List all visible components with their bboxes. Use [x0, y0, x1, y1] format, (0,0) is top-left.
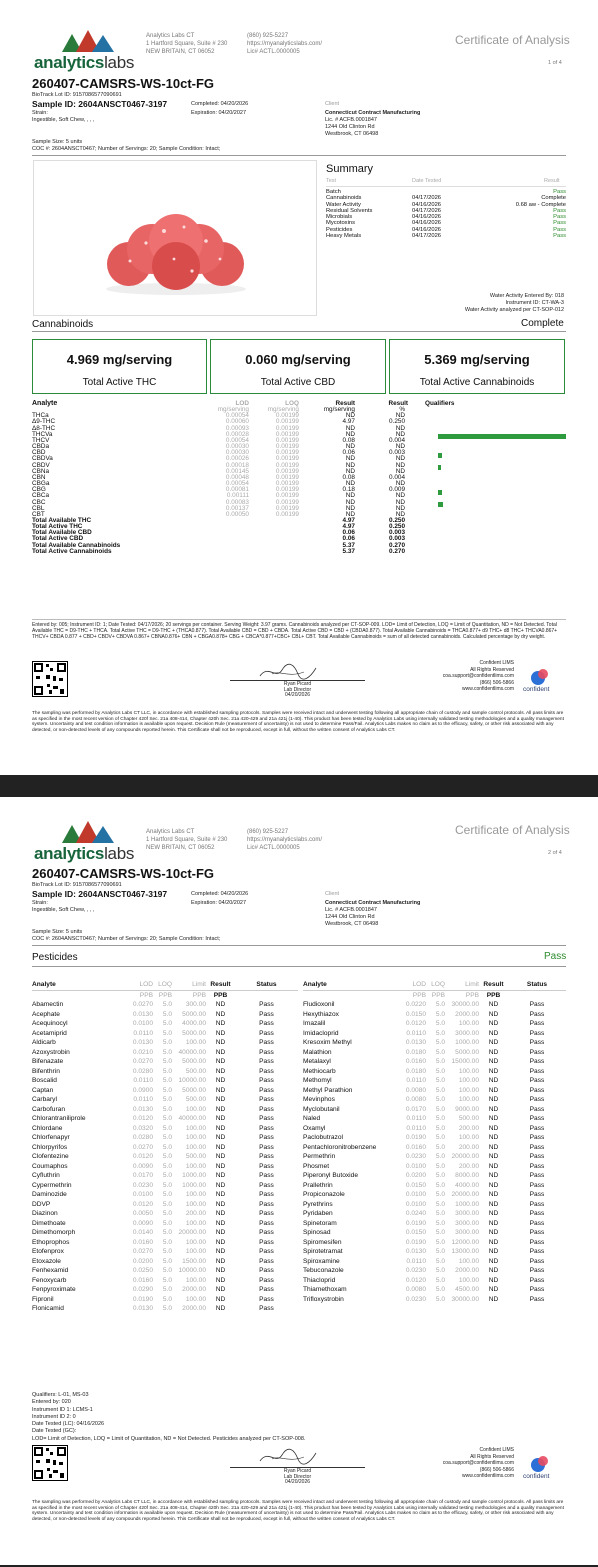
summary-test: Water Activity: [326, 201, 361, 208]
summary-date: 04/16/2026: [412, 220, 442, 227]
pesticide-row: Hexythiazox 0.0150 5.0 2000.00 ND Pass: [303, 1010, 545, 1018]
cannabinoid-row: CBDa 0.00030 0.00199 ND ND: [32, 443, 405, 451]
summary-header-test: Test: [326, 178, 337, 184]
cannabinoid-footnote: Entered by: 005; Instrument ID: 1; Date Tested: 04/17/2026; 20 servings per container. Serving Weight: 3.97 grams. Cannabinoids analyzed per CT-SOP-009. LOD= Limit of Detection, LOQ = Limit of Quantitation, ND = Not Detected. Total Available THC = D9-THC + THCA. Total Active THC = D9-THC + (THCA0.877). Total Available CBD = CBD + CBDA. Total Active CBD = CBD + (CBDA0.877). Total Available Cannabinoids = THCA0.877+ d9 THC+ d8 THC+ THCVA0.867+ THCV+ CBDA 0.877 + CBD+ CBDV+ CBDVA 0.867+ CBNA0.876+ CBN + CBGA0.878+ CBG + CBCA*0.877+CBC+ CBL+ CBT. Total Available Cannabinoids = sum of all detected cannabinoids. Calculated percentage by dry weight.: [32, 622, 558, 640]
pesticide-row: Kresoxim Methyl 0.0130 5.0 1000.00 ND Pass: [303, 1039, 545, 1046]
page-number: 1 of 4: [548, 60, 562, 66]
pesticide-row: Cypermethrin 0.0230 5.0 1000.00 ND Pass: [32, 1181, 274, 1189]
client-address-1: 1244 Old Clinton Rd: [325, 914, 375, 920]
summary-date: 04/17/2026: [412, 233, 442, 240]
cannabinoid-bars: [438, 428, 566, 538]
pesticide-row: Abamectin 0.0270 5.0 300.00 ND Pass: [32, 1001, 274, 1008]
pesticide-row: Cyfluthrin 0.0170 5.0 1000.00 ND Pass: [32, 1172, 274, 1179]
qr-code-icon[interactable]: [32, 1445, 68, 1481]
pesticide-row: Oxamyl 0.0110 5.0 200.00 ND Pass: [303, 1124, 545, 1132]
pesticide-row: Fenoxycarb 0.0160 5.0 100.00 ND Pass: [32, 1276, 274, 1284]
cannabinoid-row: CBDVa 0.00026 0.00199 ND ND: [32, 455, 405, 463]
cannabinoid-row: CBCa 0.00111 0.00199 ND ND: [32, 492, 405, 500]
confident-logo-icon: [530, 1454, 550, 1474]
summary-result: Complete: [541, 195, 566, 202]
cannabinoid-total-row: Total Active THC 4.97 0.250: [32, 523, 405, 531]
confident-logo-text: confident: [523, 1473, 550, 1480]
cannabinoid-bar: [438, 453, 442, 458]
cannabinoid-total-row: Total Active CBD 0.06 0.003: [32, 535, 405, 543]
pesticide-table-left: Analyte LOD LOQ Limit Result Status PPB PPB PPB PPB Abamectin 0.0270 5.0 300.00 ND Pass Acephate 0.0130 5.0 5000.00 ND Pass Acequinocyl 0.0100 5.0 4000.00 ND Pass Acetamiprid 0.0110 5.0 5000.00 ND Pass Aldicarb 0.0130 5.0 100.00 ND Pass Azoxystrobin 0.0210 5.0 40000.00 ND Pass Bifenazate 0.0270 5.0 5000.00 ND Pass Bifenthrin 0.0280 5.0 500.00 ND Pass Boscalid 0.0110 5.0 10000.00 ND Pass Captan 0.0900 5.0 5000.00 ND Pass Carbaryl 0.0110 5.0 500.00 ND Pass Carbofuran 0.0130 5.0 100.00 ND Pass Chlorantraniliprole 0.0120 5.0 40000.00 ND Pass Chlordane 0.0320 5.0 100.00 ND Pass Chlorfenapyr 0.0280 5.0 100.00 ND Pass Chlorpyrifos 0.0270 5.0 100.00 ND Pass Clofentezine 0.0120 5.0 500.00 ND Pass Coumaphos 0.0090 5.0 100.00 ND Pass Cyfluthrin 0.0170 5.0 1000.00 ND Pass Cypermethrin 0.0230 5.0 1000.00 ND Pass Daminozide 0.0100 5.0 100.00 ND Pass DDVP 0.0120 5.0 100.00 ND Pass Diazinon 0.0050 5.0 200.00 ND Pass Dimethoate 0.0090 5.0 100.00 ND Pass Dimethomorph 0.0140 5.0 20000.00 ND Pass Ethoprophos 0.0160 5.0 100.00 ND Pass Etofenprox 0.0270 5.0 100.00 ND Pass Etoxazole 0.0200 5.0 1500.00 ND Pass Fenhexamid 0.0250 5.0 10000.00 ND Pass Fenoxycarb 0.0160 5.0 100.00 ND Pass Fenpyroximate 0.0290 5.0 2000.00 ND Pass Fipronil 0.0190 5.0 100.00 ND Pass Flonicamid 0.0130 5.0 2000.00 ND Pass: [32, 980, 298, 1314]
page-2: [0, 797, 598, 1567]
summary-result: Pass: [553, 220, 566, 227]
biotrack-id: BioTrack Lot ID: 9157086577090691: [32, 92, 122, 98]
client-label: Client: [325, 891, 340, 897]
sample-size: Sample Size: 5 units: [32, 929, 83, 935]
disclaimer: The sampling was performed by Analytics Labs CT LLC, in accordance with established sampling protocols. Samples were received intact and underwent testing following all appropriate chain of custody and sample control protocols. All pass limits are as specified in the most recent version of Chapter 420f Sec. 21a 408-414, Chapter 420h Sec. 21a 420-429 and 21a 421j (1-40). This product has been tested by Analytics Labs using internally validated testing methodologies and a quality management system. Uncertainty and test condition information is available upon request. Decision Rule (measurement of uncertainty) is not used to determine Pass/Fail. Analytics Labs makes no claim as to the efficacy, safety, or other risk associated with any detected, or non-detected levels of any compounds reported herein. This Certificate shall not be reproduced, except in full, without the written consent of Analytics Labs CT.: [32, 1500, 564, 1522]
pesticide-row: Trifloxystrobin 0.0230 5.0 30000.00 ND Pass: [303, 1295, 545, 1303]
pesticide-row: Boscalid 0.0110 5.0 10000.00 ND Pass: [32, 1077, 274, 1084]
matrix: Ingestible, Soft Chew, , , ,: [32, 117, 95, 123]
cannabinoid-row: CBD 0.00030 0.00199 0.06 0.003: [32, 449, 405, 457]
summary-test: Residual Solvents: [326, 207, 373, 214]
page-number: 2 of 4: [548, 850, 562, 856]
summary-test: Batch: [326, 189, 341, 195]
pesticide-row: Diazinon 0.0050 5.0 200.00 ND Pass: [32, 1210, 274, 1217]
pesticide-row: Malathion 0.0180 5.0 5000.00 ND Pass: [303, 1048, 545, 1056]
strain: Strain:: [32, 110, 48, 116]
logo-text: analyticslabs: [34, 844, 135, 863]
pesticide-note: Instrument ID 2: 0: [32, 1413, 76, 1420]
page-1: [0, 0, 598, 775]
cannabinoid-bar: [438, 502, 443, 507]
client-name: Connecticut Contract Manufacturing: [325, 900, 421, 906]
signer: Ryan Picard Lab Director 04/20/2026: [283, 1468, 312, 1486]
qr-code-icon[interactable]: [32, 661, 68, 697]
pesticide-row: Methyl Parathion 0.0080 5.0 100.00 ND Pass: [303, 1086, 545, 1094]
completed-date: Completed: 04/20/2026: [191, 101, 249, 107]
pesticide-row: Spinetoram 0.0190 5.0 3000.00 ND Pass: [303, 1219, 545, 1227]
lab-address: Analytics Labs CT 1 Hartford Square, Suite # 230 NEW BRITAIN, CT 06052: [146, 829, 228, 851]
pesticide-table-right: Analyte LOD LOQ Limit Result Status PPB PPB PPB PPB Fludioxonil 0.0220 5.0 30000.00 ND Pass Hexythiazox 0.0150 5.0 2000.00 ND Pass Imazalil 0.0120 5.0 100.00 ND Pass Imidacloprid 0.0110 5.0 3000.00 ND Pass Kresoxim Methyl 0.0130 5.0 1000.00 ND Pass Malathion 0.0180 5.0 5000.00 ND Pass Metalaxyl 0.0160 5.0 15000.00 ND Pass Methiocarb 0.0180 5.0 100.00 ND Pass Methomyl 0.0110 5.0 100.00 ND Pass Methyl Parathion 0.0080 5.0 100.00 ND Pass Mevinphos 0.0080 5.0 100.00 ND Pass Myclobutanil 0.0170 5.0 9000.00 ND Pass Naled 0.0110 5.0 500.00 ND Pass Oxamyl 0.0110 5.0 200.00 ND Pass Paclobutrazol 0.0190 5.0 100.00 ND Pass Pentachloronitrobenzene 0.0160 5.0 200.00 ND Pass Permethrin 0.0230 5.0 20000.00 ND Pass Phosmet 0.0100 5.0 200.00 ND Pass Piperonyl Butoxide 0.0200 5.0 8000.00 ND Pass Prallethrin 0.0150 5.0 4000.00 ND Pass Propiconazole 0.0100 5.0 20000.00 ND Pass Pyrethrins 0.0100 5.0 1000.00 ND Pass Pyridaben 0.0240 5.0 3000.00 ND Pass Spinetoram 0.0190 5.0 3000.00 ND Pass Spinosad 0.0150 5.0 3000.00 ND Pass Spiromesifen 0.0190 5.0 12000.00 ND Pass Spirotetramat 0.0130 5.0 13000.00 ND Pass Spiroxamine 0.0110 5.0 100.00 ND Pass Tebuconazole 0.0230 5.0 2000.00 ND Pass Thiacloprid 0.0120 5.0 100.00 ND Pass Thiamethoxam 0.0080 5.0 4500.00 ND Pass Trifloxystrobin 0.0230 5.0 30000.00 ND Pass: [303, 980, 566, 1304]
pesticide-row: Daminozide 0.0100 5.0 100.00 ND Pass: [32, 1191, 274, 1198]
summary-date: 04/17/2026: [412, 195, 442, 202]
logo-mountains-icon: [62, 821, 114, 843]
pesticide-row: Etofenprox 0.0270 5.0 100.00 ND Pass: [32, 1248, 274, 1255]
pesticide-row: Etoxazole 0.0200 5.0 1500.00 ND Pass: [32, 1257, 274, 1265]
sample-size: Sample Size: 5 units: [32, 139, 83, 145]
cannabinoid-row: CBC 0.00083 0.00199 ND ND: [32, 498, 405, 506]
summary-test: Heavy Metals: [326, 233, 362, 240]
signature-icon: [258, 1447, 318, 1467]
cannabinoid-bar: [438, 490, 442, 495]
pesticide-row: Fludioxonil 0.0220 5.0 30000.00 ND Pass: [303, 1001, 545, 1008]
pesticide-row: Azoxystrobin 0.0210 5.0 40000.00 ND Pass: [32, 1048, 274, 1056]
sample-id: Sample ID: 2604ANSCT0467-3197: [32, 889, 168, 899]
pesticide-row: Prallethrin 0.0150 5.0 4000.00 ND Pass: [303, 1181, 545, 1189]
pesticide-row: Coumaphos 0.0090 5.0 100.00 ND Pass: [32, 1162, 274, 1170]
lab-contact: (860) 925-5227 https://myanalyticslabs.com/ Lic# ACTL.0000005: [247, 829, 323, 851]
pesticide-row: DDVP 0.0120 5.0 100.00 ND Pass: [32, 1200, 274, 1208]
signature-icon: [258, 662, 318, 682]
pesticide-row: Permethrin 0.0230 5.0 20000.00 ND Pass: [303, 1153, 545, 1160]
lab-address: Analytics Labs CT 1 Hartford Square, Suite # 230 NEW BRITAIN, CT 06052: [146, 33, 228, 55]
summary-result: Pass: [553, 207, 566, 214]
pesticide-row: Tebuconazole 0.0230 5.0 2000.00 ND Pass: [303, 1267, 545, 1274]
pesticide-row: Spiroxamine 0.0110 5.0 100.00 ND Pass: [303, 1257, 545, 1265]
client-license: Lic. # ACFB.0001847: [325, 907, 377, 913]
pesticide-row: Bifenthrin 0.0280 5.0 500.00 ND Pass: [32, 1067, 274, 1075]
pesticide-row: Ethoprophos 0.0160 5.0 100.00 ND Pass: [32, 1238, 274, 1246]
pesticide-row: Chlordane 0.0320 5.0 100.00 ND Pass: [32, 1124, 274, 1132]
summary-row: [326, 233, 566, 239]
summary-date: 04/16/2026: [412, 226, 442, 233]
pesticide-row: Bifenazate 0.0270 5.0 5000.00 ND Pass: [32, 1058, 274, 1065]
summary-header-date: Date Tested: [412, 178, 442, 184]
cannabinoid-total-row: Total Available THC 4.97 0.250: [32, 516, 405, 524]
pesticide-row: Imazalil 0.0120 5.0 100.00 ND Pass: [303, 1020, 545, 1027]
pesticide-row: Chlorfenapyr 0.0280 5.0 100.00 ND Pass: [32, 1134, 274, 1141]
pesticide-row: Naled 0.0110 5.0 500.00 ND Pass: [303, 1115, 545, 1122]
pesticide-row: Pentachloronitrobenzene 0.0160 5.0 200.00 ND Pass: [303, 1143, 545, 1151]
summary-date: 04/16/2026: [412, 214, 442, 221]
pesticide-row: Myclobutanil 0.0170 5.0 9000.00 ND Pass: [303, 1105, 545, 1113]
cannabinoid-bar: [438, 465, 441, 470]
logo-text: analyticslabs: [34, 53, 135, 72]
cannabinoid-row: Δ8-THC 0.00093 0.00199 ND ND: [32, 424, 405, 432]
pesticide-note: Date Tested (LC): 04/16/2026: [32, 1421, 105, 1428]
confident-logo-icon: [530, 667, 550, 687]
summary-test: Microbials: [326, 214, 353, 221]
pesticide-row: Paclobutrazol 0.0190 5.0 100.00 ND Pass: [303, 1134, 545, 1141]
coc: COC #: 2604ANSCT0467; Number of Servings: 20; Sample Condition: Intact;: [32, 936, 221, 942]
pesticide-row: Phosmet 0.0100 5.0 200.00 ND Pass: [303, 1162, 545, 1170]
cannabinoid-row: CBT 0.00050 0.00199 ND ND: [32, 510, 405, 518]
confident-logo-text: confident: [523, 686, 550, 693]
logo-mountains-icon: [62, 30, 114, 52]
total-cannabinoids-box: 5.369 mg/serving Total Active Cannabinoids: [389, 339, 565, 394]
pesticide-row: Acephate 0.0130 5.0 5000.00 ND Pass: [32, 1010, 274, 1018]
pesticide-row: Chlorpyrifos 0.0270 5.0 100.00 ND Pass: [32, 1143, 274, 1151]
cannabinoids-status: Complete: [521, 318, 564, 329]
pesticide-row: Acetamiprid 0.0110 5.0 5000.00 ND Pass: [32, 1029, 274, 1037]
pesticide-note: Qualifiers: L-01, MS-03: [32, 1392, 89, 1398]
pesticide-row: Mevinphos 0.0080 5.0 100.00 ND Pass: [303, 1096, 545, 1103]
cannabinoid-row: THCVa 0.00028 0.00199 ND ND: [32, 430, 405, 438]
summary-test: Cannabinoids: [326, 195, 362, 202]
doc-title: Certificate of Analysis: [455, 33, 570, 47]
expiration-date: Expiration: 04/20/2027: [191, 900, 247, 906]
pesticide-row: Aldicarb 0.0130 5.0 100.00 ND Pass: [32, 1039, 274, 1046]
pesticide-note: Instrument ID 1: LCMS-1: [32, 1406, 93, 1413]
lab-contact: (860) 925-5227 https://myanalyticslabs.com/ Lic# ACTL.0000005: [247, 33, 323, 55]
strain: Strain:: [32, 900, 48, 906]
cannabinoid-total-row: Total Available CBD 0.06 0.003: [32, 529, 405, 537]
product-photo: [33, 160, 317, 316]
pesticide-note: Entered by: 020: [32, 1399, 71, 1406]
cannabinoid-row: CBL 0.00137 0.00199 ND ND: [32, 504, 405, 512]
pesticide-row: Spinosad 0.0150 5.0 3000.00 ND Pass: [303, 1229, 545, 1236]
cannabinoid-row: CBNa 0.00145 0.00199 ND ND: [32, 467, 405, 475]
cannabinoid-bar: [438, 434, 566, 439]
pesticide-row: Carbofuran 0.0130 5.0 100.00 ND Pass: [32, 1105, 274, 1113]
summary-result: Pass: [553, 189, 566, 195]
pesticides-status: Pass: [544, 951, 567, 962]
matrix: Ingestible, Soft Chew, , , ,: [32, 907, 95, 913]
lims-info: Confident LIMS All Rights Reserved coa.support@confidentlims.com (866) 506-5866 www.confidentlims.com: [442, 660, 514, 692]
cannabinoid-table: Analyte LOD LOQ Result Result Qualifiers mg/serving mg/serving mg/serving % THCa 0.00054 0.00199 ND ND Δ9-THC 0.00060 0.00199 4.97 0.250 Δ8-THC 0.00093 0.00199 ND ND THCVa 0.00028 0.00199 ND ND THCV 0.00054 0.00199 0.08 0.004 CBDa 0.00030 0.00199 ND ND CBD 0.00030 0.00199 0.06 0.003 CBDVa 0.00026 0.00199 ND ND CBDV 0.00018 0.00199 ND ND CBNa 0.00145 0.00199 ND ND CBN 0.00048 0.00199 0.08 0.004 CBGa 0.00054 0.00199 ND ND CBG 0.00081 0.00199 0.18 0.009 CBCa 0.00111 0.00199 ND ND CBC 0.00083 0.00199 ND ND CBL 0.00137 0.00199 ND ND CBT 0.00050 0.00199 ND ND Total Available THC 4.97 0.250 Total Active THC 4.97 0.250 Total Available CBD 0.06 0.003 Total Active CBD 0.06 0.003 Total Available Cannabinoids 5.37 0.270 Total Active Cannabinoids 5.37 0.270: [32, 401, 566, 555]
pesticide-row: Fenpyroximate 0.0290 5.0 2000.00 ND Pass: [32, 1286, 274, 1293]
pesticide-row: Imidacloprid 0.0110 5.0 3000.00 ND Pass: [303, 1029, 545, 1037]
cannabinoid-row: CBN 0.00048 0.00199 0.08 0.004: [32, 473, 405, 481]
client-license: Lic. # ACFB.0001847: [325, 117, 377, 123]
expiration-date: Expiration: 04/20/2027: [191, 110, 247, 116]
batch-id: 260407-CAMSRS-WS-10ct-FG: [32, 76, 215, 91]
summary-header-result: Result: [544, 178, 560, 184]
coc: COC #: 2604ANSCT0467; Number of Servings: 20; Sample Condition: Intact;: [32, 146, 221, 152]
pesticide-row: Captan 0.0900 5.0 5000.00 ND Pass: [32, 1086, 274, 1094]
cannabinoid-row: CBGa 0.00054 0.00199 ND ND: [32, 480, 405, 488]
summary-date: 04/16/2026: [412, 201, 442, 208]
client-label: Client: [325, 101, 340, 107]
pesticide-row: Dimethoate 0.0090 5.0 100.00 ND Pass: [32, 1219, 274, 1227]
client-name: Connecticut Contract Manufacturing: [325, 110, 421, 116]
header-analyte: Analyte: [32, 981, 56, 988]
pesticide-row: Dimethomorph 0.0140 5.0 20000.00 ND Pass: [32, 1229, 274, 1236]
page-divider: [0, 775, 598, 797]
client-address-1: 1244 Old Clinton Rd: [325, 124, 375, 130]
pesticide-row: Flonicamid 0.0130 5.0 2000.00 ND Pass: [32, 1305, 274, 1312]
pesticide-row: Spirotetramat 0.0130 5.0 13000.00 ND Pass: [303, 1248, 545, 1255]
summary-date: 04/17/2026: [412, 207, 442, 214]
summary-test: Pesticides: [326, 226, 353, 233]
cannabinoid-total-row: Total Available Cannabinoids 5.37 0.270: [32, 541, 405, 549]
cannabinoid-row: CBG 0.00081 0.00199 0.18 0.009: [32, 486, 405, 494]
summary-table: [326, 189, 566, 239]
cannabinoid-row: THCV 0.00054 0.00199 0.08 0.004: [32, 436, 405, 444]
pesticide-note: LOD= Limit of Detection, LOQ = Limit of Quantitation, ND = Not Detected. Pesticides analyzed per CT-SOP-008.: [32, 1435, 306, 1442]
signer: Ryan Picard Lab Director 04/20/2026: [283, 681, 312, 699]
pesticide-row: Methomyl 0.0110 5.0 100.00 ND Pass: [303, 1077, 545, 1084]
pesticide-row: Propiconazole 0.0100 5.0 20000.00 ND Pass: [303, 1191, 545, 1198]
pesticide-row: Piperonyl Butoxide 0.0200 5.0 8000.00 ND Pass: [303, 1172, 545, 1179]
client-address-2: Westbrook, CT 06498: [325, 131, 379, 137]
pesticides-title: Pesticides: [32, 952, 78, 963]
cannabinoid-row: THCa 0.00054 0.00199 ND ND: [32, 412, 405, 420]
completed-date: Completed: 04/20/2026: [191, 891, 249, 897]
summary-title: Summary: [326, 163, 374, 175]
pesticide-row: Thiacloprid 0.0120 5.0 100.00 ND Pass: [303, 1276, 545, 1284]
pesticide-row: Pyridaben 0.0240 5.0 3000.00 ND Pass: [303, 1210, 545, 1217]
doc-title: Certificate of Analysis: [455, 823, 570, 837]
pesticide-row: Pyrethrins 0.0100 5.0 1000.00 ND Pass: [303, 1200, 545, 1208]
pesticide-note: Date Tested (GC):: [32, 1428, 77, 1435]
summary-result: 0.68 aw - Complete: [515, 201, 566, 208]
water-activity-info: Water Activity Entered By: 018 Instrument ID: CT-WA-3 Water Activity analyzed per CT-SOP-012: [464, 293, 564, 313]
summary-test: Mycotoxins: [326, 220, 355, 227]
summary-result: Pass: [553, 226, 566, 233]
biotrack-id: BioTrack Lot ID: 9157086577090691: [32, 882, 122, 888]
lims-info: Confident LIMS All Rights Reserved coa.support@confidentlims.com (866) 506-5866 www.confidentlims.com: [442, 1447, 514, 1479]
pesticide-row: Metalaxyl 0.0160 5.0 15000.00 ND Pass: [303, 1058, 545, 1065]
pesticide-row: Thiamethoxam 0.0080 5.0 4500.00 ND Pass: [303, 1286, 545, 1293]
cannabinoids-title: Cannabinoids: [32, 319, 94, 330]
total-thc-box: 4.969 mg/serving Total Active THC: [32, 339, 207, 394]
batch-id: 260407-CAMSRS-WS-10ct-FG: [32, 866, 215, 881]
header-analyte: Analyte: [303, 981, 327, 988]
pesticide-row: Fipronil 0.0190 5.0 100.00 ND Pass: [32, 1295, 274, 1303]
pesticide-row: Clofentezine 0.0120 5.0 500.00 ND Pass: [32, 1153, 274, 1160]
sample-id: Sample ID: 2604ANSCT0467-3197: [32, 99, 168, 109]
pesticide-row: Carbaryl 0.0110 5.0 500.00 ND Pass: [32, 1096, 274, 1103]
summary-result: Pass: [553, 233, 566, 240]
pesticide-row: Chlorantraniliprole 0.0120 5.0 40000.00 ND Pass: [32, 1115, 274, 1122]
cannabinoid-row: CBDV 0.00018 0.00199 ND ND: [32, 461, 405, 469]
pesticide-row: Spiromesifen 0.0190 5.0 12000.00 ND Pass: [303, 1238, 545, 1246]
pesticide-row: Acequinocyl 0.0100 5.0 4000.00 ND Pass: [32, 1020, 274, 1027]
cannabinoid-total-row: Total Active Cannabinoids 5.37 0.270: [32, 547, 405, 555]
pesticide-row: Methiocarb 0.0180 5.0 100.00 ND Pass: [303, 1067, 545, 1075]
pesticide-notes: [32, 1392, 305, 1443]
cannabinoid-row: Δ9-THC 0.00060 0.00199 4.97 0.250: [32, 418, 405, 426]
disclaimer: The sampling was performed by Analytics Labs CT LLC, in accordance with established sampling protocols. Samples were received intact and underwent testing following all appropriate chain of custody and sample control protocols. All pass limits are as specified in the most recent version of Chapter 420f Sec. 21a 408-414, Chapter 420h Sec. 21a 420-429 and 21a 421j (1-40). This product has been tested by Analytics Labs using internally validated testing methodologies and a quality management system. Uncertainty and test condition information is available upon request. Decision Rule (measurement of uncertainty) is not used to determine Pass/Fail. Analytics Labs makes no claim as to the efficacy, safety, or other risk associated with any detected, or non-detected levels of any compounds reported herein. This Certificate shall not be reproduced, except in full, without the written consent of Analytics Labs CT.: [32, 711, 564, 733]
total-cbd-box: 0.060 mg/serving Total Active CBD: [210, 339, 386, 394]
pesticide-row: Fenhexamid 0.0250 5.0 10000.00 ND Pass: [32, 1267, 274, 1274]
summary-result: Pass: [553, 214, 566, 221]
client-address-2: Westbrook, CT 06498: [325, 921, 379, 927]
